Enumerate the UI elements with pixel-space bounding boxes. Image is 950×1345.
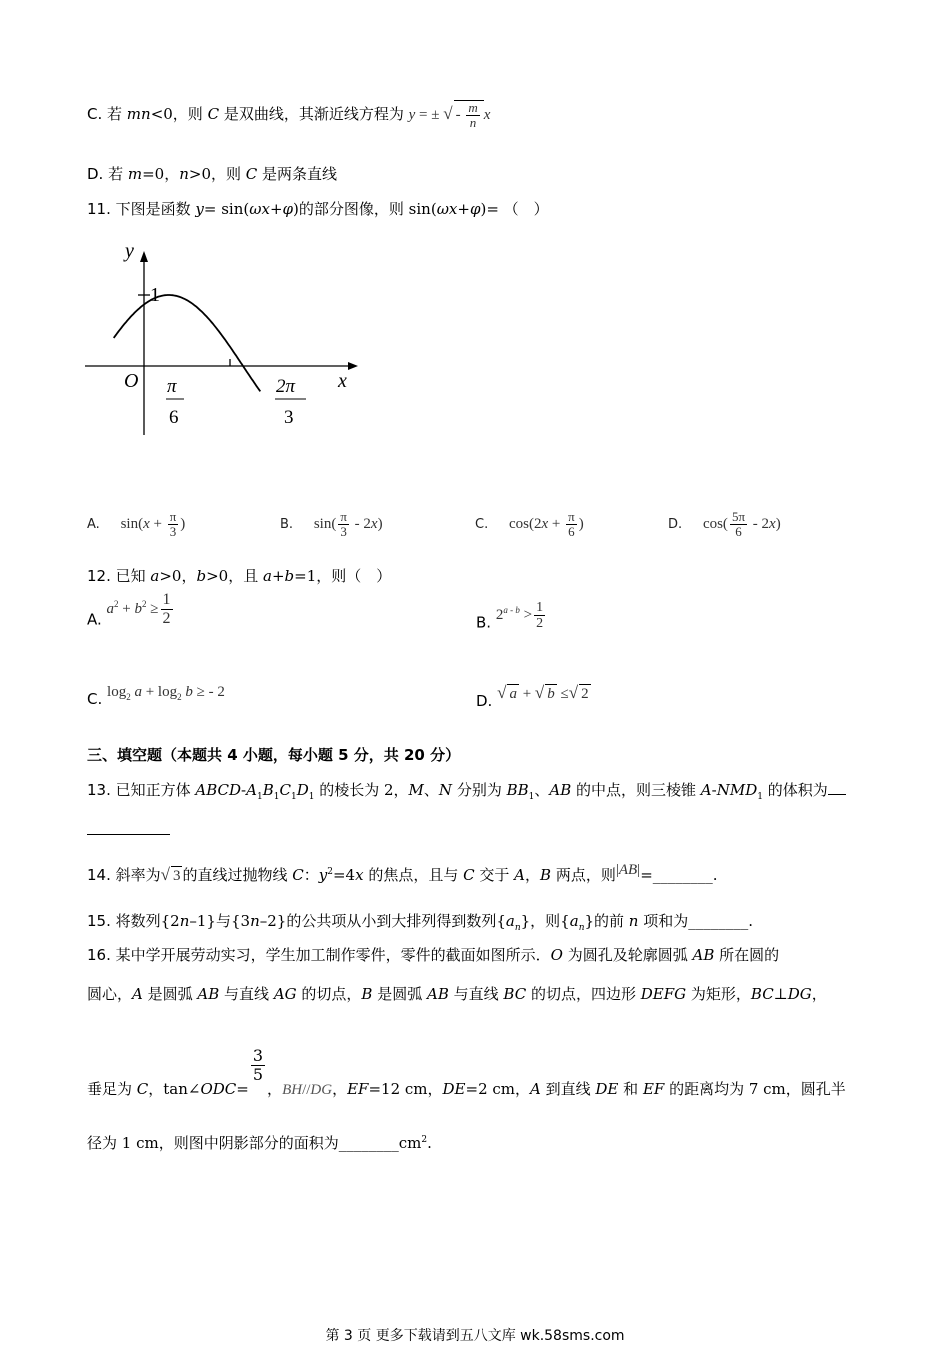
q12-option-b: B. $2^{a - b}$ > $\frac{1}{2}$ <box>476 600 544 632</box>
q12-option-a: A. $a^2 + b^2$ ≥ $\frac{1}{2}$ <box>87 591 171 629</box>
q10-option-d: D. 若 m=0，n>0，则 C 是两条直线 <box>87 165 338 183</box>
origin-label: O <box>124 370 139 392</box>
q14-answer-blank[interactable]: ________ <box>652 866 713 884</box>
zero2-num: 2π <box>276 376 296 397</box>
sine-graph <box>80 235 370 445</box>
q13-answer-blank[interactable] <box>87 818 170 835</box>
asymptote-formula: y = ± √ - $\frac{m}{n}$ x <box>408 100 491 131</box>
q16-answer-blank[interactable]: ________ <box>338 1134 399 1152</box>
q15: 15. 将数列{2n–1}与{3n–2}的公共项从小到大排列得到数列$\{a_n\}$，则$\{a_n\}$的前 n 项和为________. <box>87 912 754 933</box>
q12-option-d: D. √ a + √ b ≤√ 2 <box>476 683 589 710</box>
q11-option-b: B. sin( $\frac{\pi}{3}$ - 2x) <box>280 509 383 540</box>
one-label: 1 <box>150 284 160 306</box>
q10-option-c <box>87 100 490 131</box>
q16-frac-num: 3 <box>252 1046 264 1065</box>
section3-heading: 三、填空题（本题共 4 小题，每小题 5 分，共 20 分） <box>87 746 461 764</box>
x-label: x <box>338 370 347 392</box>
q12-option-c: C. $\log_2 a + \log_2 b$ ≥ - 2 <box>87 684 225 708</box>
q16-frac-den: 5 <box>252 1064 264 1084</box>
y-label: y <box>125 240 134 262</box>
q16-line4: 径为 1 cm，则图中阴影部分的面积为$\_\_\_\_\_\_\_\_cm^2$. <box>87 1134 432 1152</box>
sqrt3: √ 3 <box>161 868 183 884</box>
q13: 13. 已知正方体 ABCD-$A_1B_1C_1D_1$ 的棱长为 2，M、N 分别为 $BB_1$、AB 的中点，则三棱锥 $A-NMD_1$ 的体积为 <box>87 781 846 804</box>
q12-stem: 12. 已知 a>0，b>0，且 a+b=1，则（ ） <box>87 567 392 585</box>
q14: 14. 斜率为√ 3 的直线过抛物线 C：$y^2=4x$ 的焦点，且与 C 交于 A，B 两点，则|AB|=________. <box>87 864 718 887</box>
zero2-den: 3 <box>284 407 294 428</box>
q15-answer-blank[interactable]: ________ <box>688 912 749 930</box>
zero1-den: 6 <box>169 407 179 428</box>
q11-option-c: C. cos(2x + $\frac{\pi}{6}$ ) <box>475 509 584 540</box>
q11-option-a: A. sin(x + $\frac{\pi}{3}$ ) <box>87 509 186 540</box>
q10-option-c-text: C. 若 mn<0，则 C 是双曲线，其渐近线方程为 <box>87 105 409 124</box>
q11-stem: 11. 下图是函数 y= sin(ωx+φ)的部分图像，则 sin(ωx+φ)= （ ） <box>87 200 549 218</box>
zero1-num: π <box>167 376 177 397</box>
q11-option-d: D. cos( $\frac{5\pi}{6}$ - 2x) <box>668 509 781 540</box>
q16-line3: 垂足为 C，tan∠ODC= $\frac{3}{5}$ ，BH//DG，EF=12 cm，DE=2 cm，A 到直线 DE 和 EF 的距离均为 7 cm，圆孔半 <box>87 1046 846 1099</box>
x-axis-arrow <box>348 362 358 370</box>
q16-line1: 16. 某中学开展劳动实习，学生加工制作零件，零件的截面如图所示．O 为圆孔及轮廓圆弧 AB 所在圆的 <box>87 946 780 964</box>
page-footer: 第 3 页 更多下载请到五八文库 wk.58sms.com <box>325 1328 625 1344</box>
q16-line2: 圆心，A 是圆弧 AB 与直线 AG 的切点，B 是圆弧 AB 与直线 BC 的切点，四边形 DEFG 为矩形，BC⊥DG， <box>87 985 827 1003</box>
y-axis-arrow <box>140 251 148 262</box>
